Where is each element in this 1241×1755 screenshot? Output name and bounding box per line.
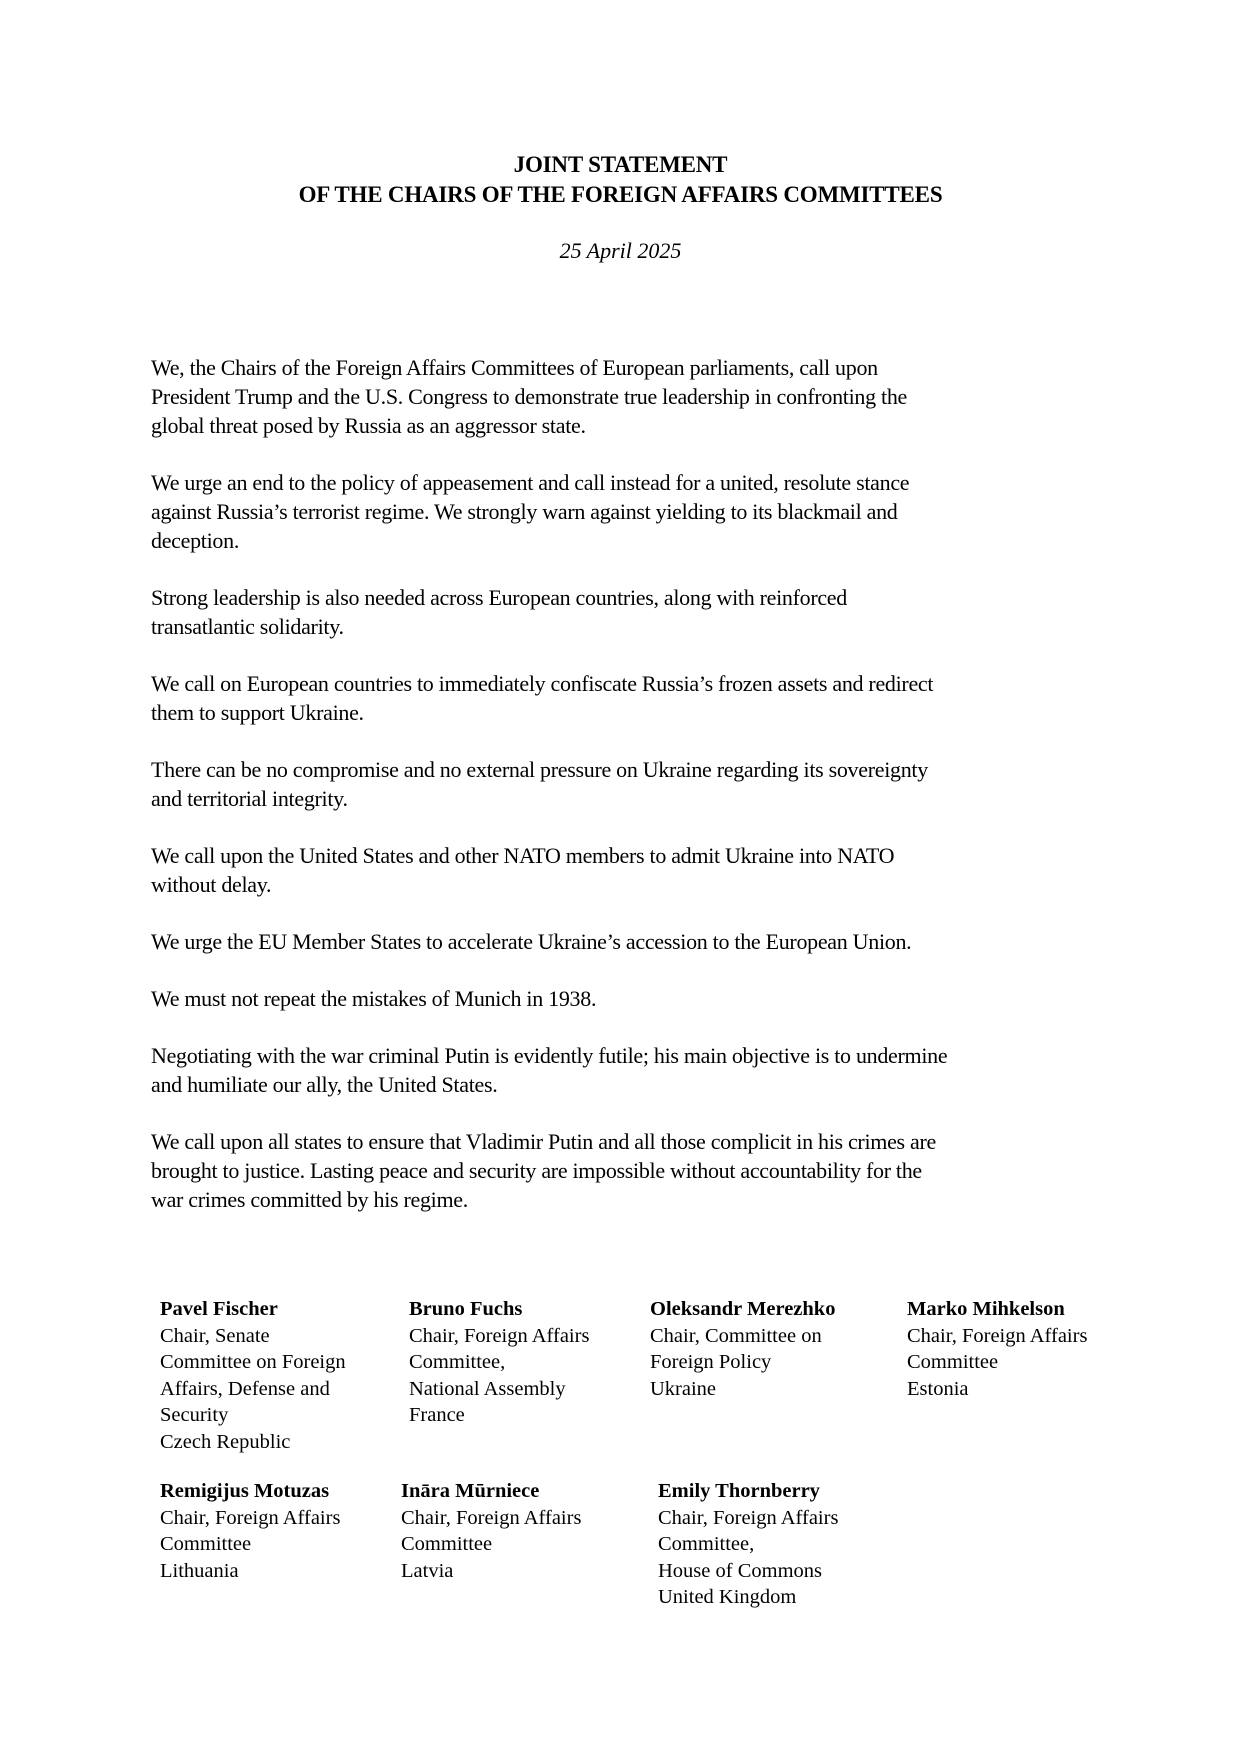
paragraph-line: without delay. (151, 872, 272, 897)
paragraph-line: We call upon the United States and other NATO members to admit Ukraine into NATO (151, 843, 895, 868)
signatory-title-line: Security (160, 1404, 229, 1426)
signatory-title-line: Latvia (401, 1559, 454, 1582)
signatory-title-line: Czech Republic (160, 1430, 291, 1453)
statement-paragraph (151, 755, 1111, 813)
signatory-title-line: Affairs, Defense and (160, 1377, 330, 1400)
paragraph-line: deception. (151, 528, 240, 553)
signatory-title-line: Committee, (409, 1351, 506, 1373)
statement-date: 25 April 2025 (559, 238, 682, 263)
signatory-name: Marko Mihkelson (907, 1298, 1065, 1320)
signatory-title-line: France (409, 1404, 465, 1426)
statement-paragraph (151, 353, 1111, 440)
paragraph-line: war crimes committed by his regime. (151, 1187, 468, 1212)
title-line-2: OF THE CHAIRS OF THE FOREIGN AFFAIRS COMMITTEES (298, 182, 943, 207)
statement-paragraph (151, 1127, 1111, 1214)
signatory-title-line: United Kingdom (658, 1586, 797, 1608)
signatory-title-line: Lithuania (160, 1559, 239, 1582)
signatory-title-line: Committee, (658, 1533, 755, 1555)
paragraph-line: We urge an end to the policy of appeasement and call instead for a united, resolute stance (151, 470, 910, 495)
signatory-title-line: Committee (401, 1533, 493, 1555)
paragraph-line: and humiliate our ally, the United States. (151, 1072, 498, 1097)
signatory-name: Oleksandr Merezhko (650, 1298, 836, 1320)
signatory-name: Bruno Fuchs (409, 1298, 523, 1320)
signatory-title-line: Chair, Foreign Affairs (409, 1324, 590, 1347)
signatory (160, 1478, 340, 1584)
paragraph-line: We call upon all states to ensure that Vladimir Putin and all those complicit in his crimes are (151, 1129, 936, 1154)
signatory (160, 1296, 346, 1455)
paragraph-line: We call on European countries to immediately confiscate Russia’s frozen assets and redirect (151, 671, 934, 696)
signatory (650, 1296, 835, 1402)
statement-paragraph (151, 841, 1111, 899)
signatory-title-line: House of Commons (658, 1559, 822, 1582)
paragraph-line: and territorial integrity. (151, 786, 348, 811)
signatory (401, 1478, 581, 1584)
statement-paragraph (151, 984, 1111, 1013)
signatory-name: Emily Thornberry (658, 1480, 820, 1502)
signatory (409, 1296, 589, 1429)
signatory-title-line: Committee (160, 1533, 252, 1555)
signatory-name: Pavel Fischer (160, 1298, 278, 1320)
paragraph-line: We must not repeat the mistakes of Munich in 1938. (151, 986, 597, 1011)
statement-paragraph (151, 583, 1111, 641)
signatory-title-line: Chair, Committee on (650, 1324, 822, 1347)
paragraph-line: We urge the EU Member States to accelerate Ukraine’s accession to the European Union. (151, 929, 912, 954)
signatory-title-line: Committee (907, 1351, 999, 1373)
statement-paragraph (151, 669, 1111, 727)
paragraph-line: We, the Chairs of the Foreign Affairs Committees of European parliaments, call upon (151, 355, 878, 380)
signatory-title-line: Chair, Foreign Affairs (401, 1506, 582, 1529)
title-line-1: JOINT STATEMENT (513, 152, 728, 177)
paragraph-line: Negotiating with the war criminal Putin is evidently futile; his main objective is to undermine (151, 1043, 948, 1068)
signatory-title-line: Chair, Foreign Affairs (160, 1506, 341, 1529)
paragraph-line: There can be no compromise and no external pressure on Ukraine regarding its sovereignty (151, 757, 928, 782)
signatory-name: Remigijus Motuzas (160, 1480, 330, 1502)
signatory-title-line: Chair, Senate (160, 1324, 270, 1347)
paragraph-line: against Russia’s terrorist regime. We strongly warn against yielding to its blackmail and (151, 499, 898, 524)
paragraph-line: Strong leadership is also needed across European countries, along with reinforced (151, 585, 847, 610)
paragraph-line: brought to justice. Lasting peace and security are impossible without accountability for the (151, 1158, 922, 1183)
signatory-title-line: Chair, Foreign Affairs (907, 1324, 1088, 1347)
signatory-title-line: Committee on Foreign (160, 1351, 346, 1373)
signatory (658, 1478, 838, 1611)
signatory-title-line: Foreign Policy (650, 1351, 772, 1373)
paragraph-line: them to support Ukraine. (151, 700, 364, 725)
signatory-title-line: National Assembly (409, 1377, 566, 1400)
signatory-title-line: Ukraine (650, 1377, 717, 1400)
paragraph-line: President Trump and the U.S. Congress to demonstrate true leadership in confronting the (151, 384, 908, 409)
statement-paragraph (151, 468, 1111, 555)
signatory-name: Ināra Mūrniece (401, 1480, 540, 1502)
signatory (907, 1296, 1087, 1402)
statement-paragraph (151, 1041, 1111, 1099)
signatory-title-line: Chair, Foreign Affairs (658, 1506, 839, 1529)
statement-paragraph (151, 927, 1111, 956)
signatory-title-line: Estonia (907, 1377, 969, 1400)
paragraph-line: global threat posed by Russia as an aggressor state. (151, 413, 586, 438)
paragraph-line: transatlantic solidarity. (151, 614, 344, 639)
